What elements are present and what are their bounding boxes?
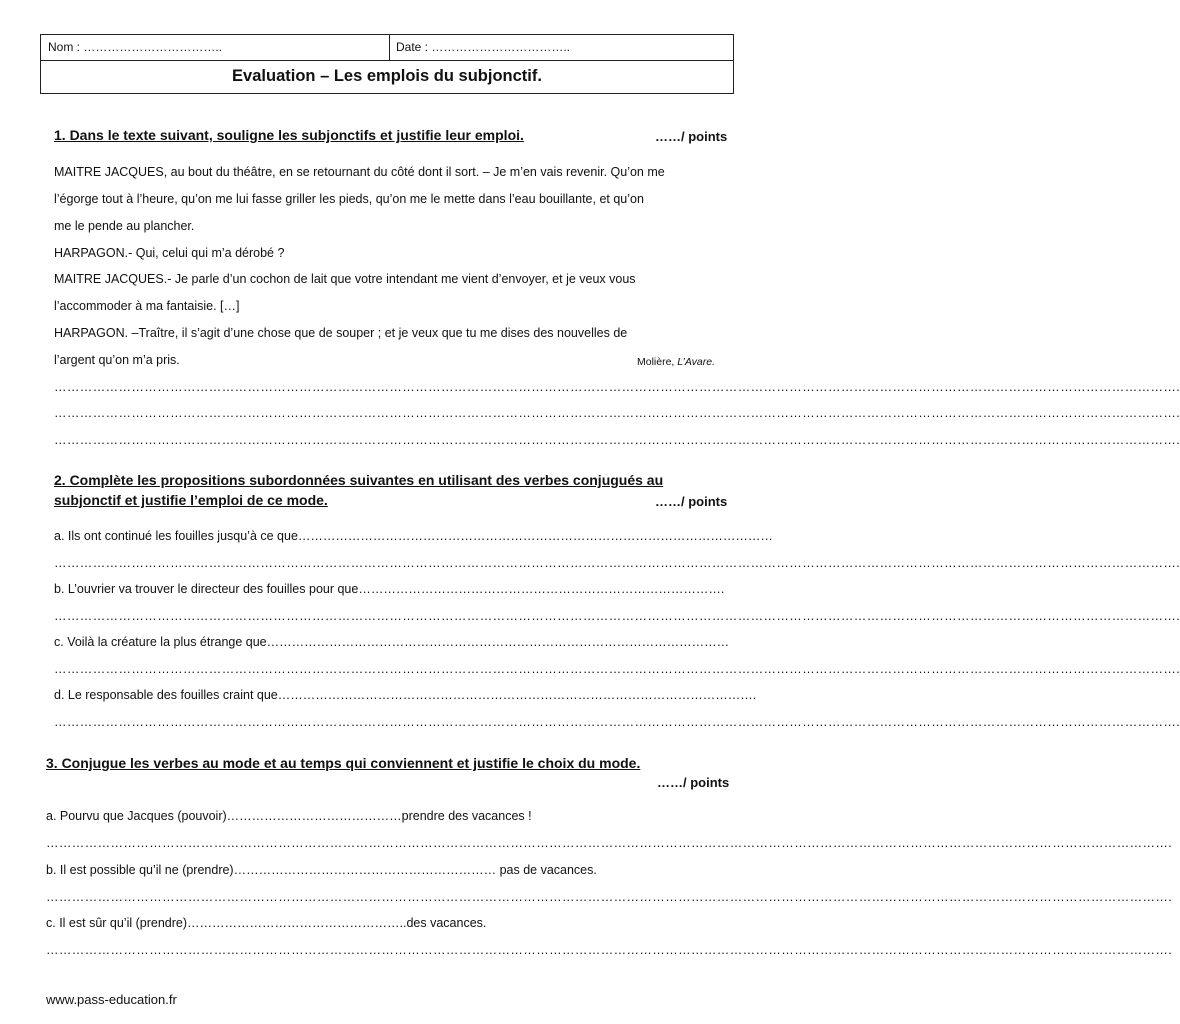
answer-line[interactable]: ………………………………………………………………………………………………………………………………………………………………………………………………………………………………………. [54, 715, 1180, 729]
answer-line[interactable]: ………………………………………………………………………………………………………………………………………………………………………………………………………………………………………. [54, 609, 1180, 623]
q1-score: ……/ points [655, 129, 728, 144]
q1-text-line: MAITRE JACQUES, au bout du théâtre, en se retournant du côté dont il sort. – Je m’en vais revenir. Qu’on me [54, 165, 665, 179]
citation-author: Molière, [637, 356, 678, 368]
name-field[interactable]: Nom : …………………………….. [48, 40, 223, 54]
footer-website: www.pass-education.fr [46, 992, 177, 1007]
date-field[interactable]: Date : …………………………….. [396, 40, 571, 54]
answer-line[interactable]: ………………………………………………………………………………………………………………………………………………………………………………………………………………………………………. [46, 943, 1173, 957]
answer-line[interactable]: ………………………………………………………………………………………………………………………………………………………………………………………………………………………………………. [54, 380, 1180, 394]
q2-score: ……/ points [655, 494, 728, 509]
answer-line[interactable]: ………………………………………………………………………………………………………………………………………………………………………………………………………………………………………. [54, 433, 1180, 447]
q1-text-line: l’égorge tout à l’heure, qu’on me lui fasse griller les pieds, qu’on me le mette dans l’eau bouillante, et qu’on [54, 192, 644, 206]
q1-text-line: l’argent qu’on m’a pris. [54, 353, 180, 367]
q1-text-line: HARPAGON.- Qui, celui qui m’a dérobé ? [54, 246, 285, 260]
q3-item-a[interactable]: a. Pourvu que Jacques (pouvoir)……………………………………prendre des vacances ! [46, 809, 532, 823]
q2-title-line2: subjonctif et justifie l’emploi de ce mode. [54, 492, 328, 508]
q1-text-line: HARPAGON. –Traître, il s’agit d’une chose que de souper ; et je veux que tu me dises des nouvelles de [54, 326, 628, 340]
q1-text-line: l’accommoder à ma fantaisie. […] [54, 299, 240, 313]
answer-line[interactable]: ………………………………………………………………………………………………………………………………………………………………………………………………………………………………………. [54, 662, 1180, 676]
header-column-divider [389, 35, 390, 60]
header-divider [41, 60, 733, 61]
answer-line[interactable]: ………………………………………………………………………………………………………………………………………………………………………………………………………………………………………. [46, 836, 1173, 850]
document-title: Evaluation – Les emplois du subjonctif. [232, 67, 542, 85]
q3-item-b[interactable]: b. Il est possible qu’il ne (prendre)……………………………………………………… pas de vacances. [46, 863, 597, 877]
q1-text-line: MAITRE JACQUES.- Je parle d’un cochon de lait que votre intendant me vient d’envoyer, et je veux vous [54, 272, 636, 286]
q3-item-c[interactable]: c. Il est sûr qu’il (prendre)……………………………………………..des vacances. [46, 916, 487, 930]
answer-line[interactable]: ………………………………………………………………………………………………………………………………………………………………………………………………………………………………………. [54, 556, 1180, 570]
citation-work: L’Avare. [677, 356, 716, 368]
citation [637, 356, 715, 368]
q3-score: ……/ points [657, 775, 730, 790]
header-box [40, 34, 734, 94]
answer-line[interactable]: ………………………………………………………………………………………………………………………………………………………………………………………………………………………………………. [46, 890, 1173, 904]
q2-item-d[interactable]: d. Le responsable des fouilles craint que……………………………………………………………………………………………………. [54, 688, 757, 702]
q2-item-a[interactable]: a. Ils ont continué les fouilles jusqu’à ce que…………………………………………………………………………………………………… [54, 529, 773, 543]
answer-line[interactable]: ………………………………………………………………………………………………………………………………………………………………………………………………………………………………………. [54, 406, 1180, 420]
q1-title: 1. Dans le texte suivant, souligne les subjonctifs et justifie leur emploi. [54, 127, 524, 143]
q2-item-c[interactable]: c. Voilà la créature la plus étrange que………………………………………………………………………………………………… [54, 635, 730, 649]
q2-title-line1: 2. Complète les propositions subordonnées suivantes en utilisant des verbes conjugués au [54, 472, 664, 488]
q2-item-b[interactable]: b. L’ouvrier va trouver le directeur des fouilles pour que……………………………………………………………………………. [54, 582, 725, 596]
q3-title: 3. Conjugue les verbes au mode et au temps qui conviennent et justifie le choix du mode. [46, 755, 641, 771]
q1-text-line: me le pende au plancher. [54, 219, 195, 233]
